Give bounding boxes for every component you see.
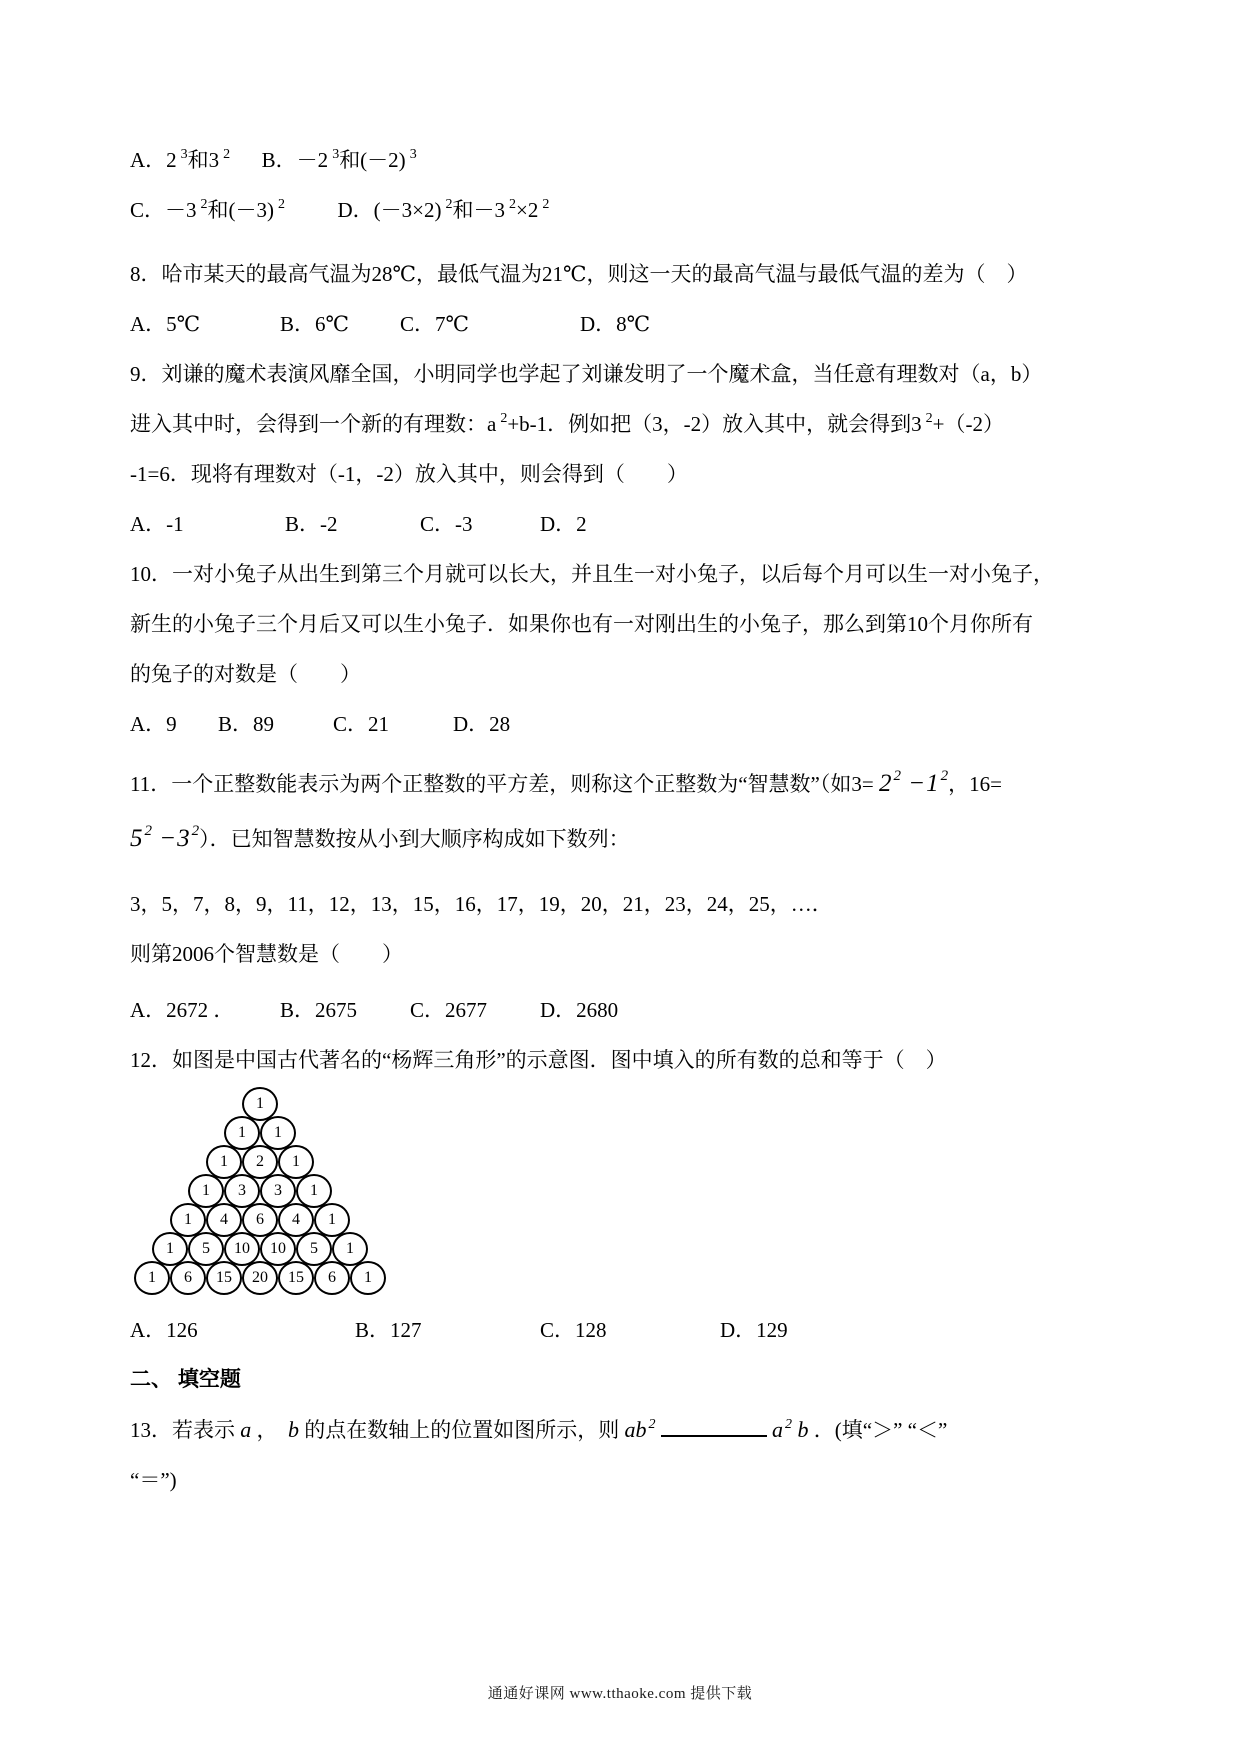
triangle-circle: 1 [296, 1174, 332, 1208]
text-segment: −1 [900, 770, 940, 797]
triangle-circle: 1 [260, 1116, 296, 1150]
text-segment: 11．一个正整数能表示为两个正整数的平方差，则称这个正整数为“智慧数”（如3= [130, 772, 879, 796]
text-segment: C．－3 [130, 198, 197, 222]
document-content [130, 135, 1120, 1505]
option-item: A．126 [130, 1318, 198, 1342]
triangle-circle: 6 [314, 1261, 350, 1295]
q12-options [130, 1305, 1120, 1355]
text-segment: 2 [648, 1417, 656, 1432]
text-segment: b [288, 1417, 299, 1442]
triangle-circle: 1 [206, 1145, 242, 1179]
triangle-circle: 15 [206, 1261, 242, 1295]
option-item: C．2677 [410, 998, 488, 1022]
triangle-circle: 1 [350, 1261, 386, 1295]
answer-blank [661, 1415, 767, 1437]
text-segment: 2 [509, 197, 517, 212]
text-segment: 进入其中时，会得到一个新的有理数：a [130, 412, 497, 436]
option-item: A．9 [130, 712, 177, 736]
text-segment: 2 [542, 197, 550, 212]
triangle-circle: 2 [242, 1145, 278, 1179]
text-segment: ， [251, 1418, 288, 1442]
yanghui-triangle-figure [130, 1085, 390, 1295]
q11-stem-line3: 则第2006个智慧数是（ ） [130, 942, 403, 966]
text-segment: 3 [180, 147, 188, 162]
q11-stem-line1 [130, 759, 1120, 809]
option-item: A．-1 [130, 512, 184, 536]
option-item: B．2675 [280, 998, 358, 1022]
triangle-circle: 1 [152, 1232, 188, 1266]
triangle-circle: 4 [206, 1203, 242, 1237]
text-segment: 2 [144, 823, 152, 839]
option-item: B．-2 [285, 512, 338, 536]
triangle-circle: 5 [188, 1232, 224, 1266]
triangle-circle: 3 [260, 1174, 296, 1208]
option-item: B．89 [218, 712, 275, 736]
text-segment: 2 [940, 768, 949, 784]
text-segment: 13．若表示 [130, 1418, 241, 1442]
triangle-circle: 1 [188, 1174, 224, 1208]
text-segment: +b-1．例如把（3，-2）放入其中，就会得到3 [507, 412, 922, 436]
q7-options-line-ab [130, 135, 1120, 185]
q11-stem-line2 [130, 814, 1120, 864]
text-segment: 2 [191, 823, 200, 839]
text-segment: 2 [878, 770, 893, 797]
text-segment: D．(－3×2) [285, 198, 442, 222]
text-segment: 3 [409, 147, 417, 162]
q9-stem-line2 [130, 399, 1120, 449]
text-segment: 的点在数轴上的位置如图所示，则 [299, 1418, 625, 1442]
triangle-circle: 6 [242, 1203, 278, 1237]
q9-options [130, 499, 1120, 549]
option-item: B．6℃ [280, 312, 349, 336]
q13-stem-line2: “＝”) [130, 1468, 177, 1492]
triangle-circle: 1 [170, 1203, 206, 1237]
q10-stem-line1: 10．一对小兔子从出生到第三个月就可以长大，并且生一对小兔子，以后每个月可以生一对小兔子， [130, 562, 1054, 586]
option-item: C．128 [540, 1318, 607, 1342]
q13-stem-line1 [130, 1405, 1120, 1455]
triangle-row [130, 1261, 390, 1295]
option-item: D．2680 [540, 998, 619, 1022]
text-segment: 2 [925, 411, 933, 426]
triangle-circle: 20 [242, 1261, 278, 1295]
text-segment: ，16= [948, 772, 1002, 796]
text-segment: 5 [130, 825, 144, 852]
text-segment: 2 [785, 1417, 792, 1432]
q11-sequence: 3，5，7，8，9，11，12，13，15，16，17，19，20，21，23，24，25，…． [130, 892, 833, 916]
triangle-circle: 1 [134, 1261, 170, 1295]
q11-options [130, 985, 1120, 1035]
section-2-title: 二、 填空题 [130, 1368, 241, 1391]
option-item: C．7℃ [400, 312, 469, 336]
text-segment: +（-2） [932, 412, 1004, 436]
option-item: D．28 [453, 712, 511, 736]
triangle-circle: 10 [260, 1232, 296, 1266]
text-segment: a [240, 1417, 252, 1442]
triangle-circle: 1 [278, 1145, 314, 1179]
q9-stem-line1: 9．刘谦的魔术表演风靡全国，小明同学也学起了刘谦发明了一个魔术盒，当任意有理数对（a，b） [130, 362, 1043, 386]
q10-options [130, 699, 1120, 749]
q7-options-line-cd [130, 185, 1120, 235]
text-segment: ×2 [516, 198, 539, 222]
text-segment: 2 [200, 197, 208, 212]
triangle-circle: 1 [332, 1232, 368, 1266]
text-segment: a [772, 1417, 783, 1442]
site-footer-text: 通通好课网 www.tthaoke.com 提供下载 [487, 1686, 753, 1702]
text-segment: 2 [500, 411, 508, 426]
option-item: D．2 [540, 512, 587, 536]
text-segment: 2 [445, 197, 453, 212]
text-segment: B．－2 [230, 148, 329, 172]
triangle-circle: 10 [224, 1232, 260, 1266]
text-segment: 3 [332, 147, 340, 162]
triangle-circle: 15 [278, 1261, 314, 1295]
option-item: B．127 [355, 1318, 422, 1342]
text-segment: 2 [223, 147, 231, 162]
triangle-circle: 1 [314, 1203, 350, 1237]
triangle-circle: 5 [296, 1232, 332, 1266]
triangle-circle: 4 [278, 1203, 314, 1237]
text-segment: ab [624, 1417, 647, 1442]
text-segment: b [792, 1417, 809, 1442]
option-item: A．2672 ． [130, 998, 235, 1022]
text-segment: −3 [152, 825, 191, 852]
triangle-circle: 1 [242, 1087, 278, 1121]
text-segment: 和3 [187, 148, 220, 172]
q9-stem-line3: -1=6．现将有理数对（-1，-2）放入其中，则会得到（ ） [130, 462, 688, 486]
option-item: A．5℃ [130, 312, 201, 336]
option-item: C．21 [333, 712, 390, 736]
text-segment: 和(－3) [207, 198, 275, 222]
option-item: D．8℃ [580, 312, 651, 336]
q12-stem: 12．如图是中国古代著名的“杨辉三角形”的示意图．图中填入的所有数的总和等于（ ） [130, 1048, 947, 1072]
text-segment: 和(－2) [339, 148, 406, 172]
q10-stem-line2: 新生的小兔子三个月后又可以生小兔子．如果你也有一对刚出生的小兔子，那么到第10个月你所有 [130, 612, 1033, 636]
triangle-circle: 1 [224, 1116, 260, 1150]
text-segment: A．2 [130, 148, 177, 172]
option-item: D．129 [720, 1318, 788, 1342]
text-segment: ）．已知智慧数按从小到大顺序构成如下数列： [199, 827, 630, 851]
text-segment: ．(填“＞” “＜” [808, 1418, 948, 1442]
q8-stem: 8．哈市某天的最高气温为28℃，最低气温为21℃，则这一天的最高气温与最低气温的差为（ ） [130, 262, 1028, 286]
text-segment: 2 [893, 768, 901, 784]
triangle-circle: 6 [170, 1261, 206, 1295]
triangle-circle: 3 [224, 1174, 260, 1208]
text-segment: 和－3 [452, 198, 506, 222]
option-item: C．-3 [420, 512, 473, 536]
text-segment: 2 [278, 197, 286, 212]
q10-stem-line3: 的兔子的对数是（ ） [130, 662, 361, 686]
q8-options [130, 299, 1120, 349]
